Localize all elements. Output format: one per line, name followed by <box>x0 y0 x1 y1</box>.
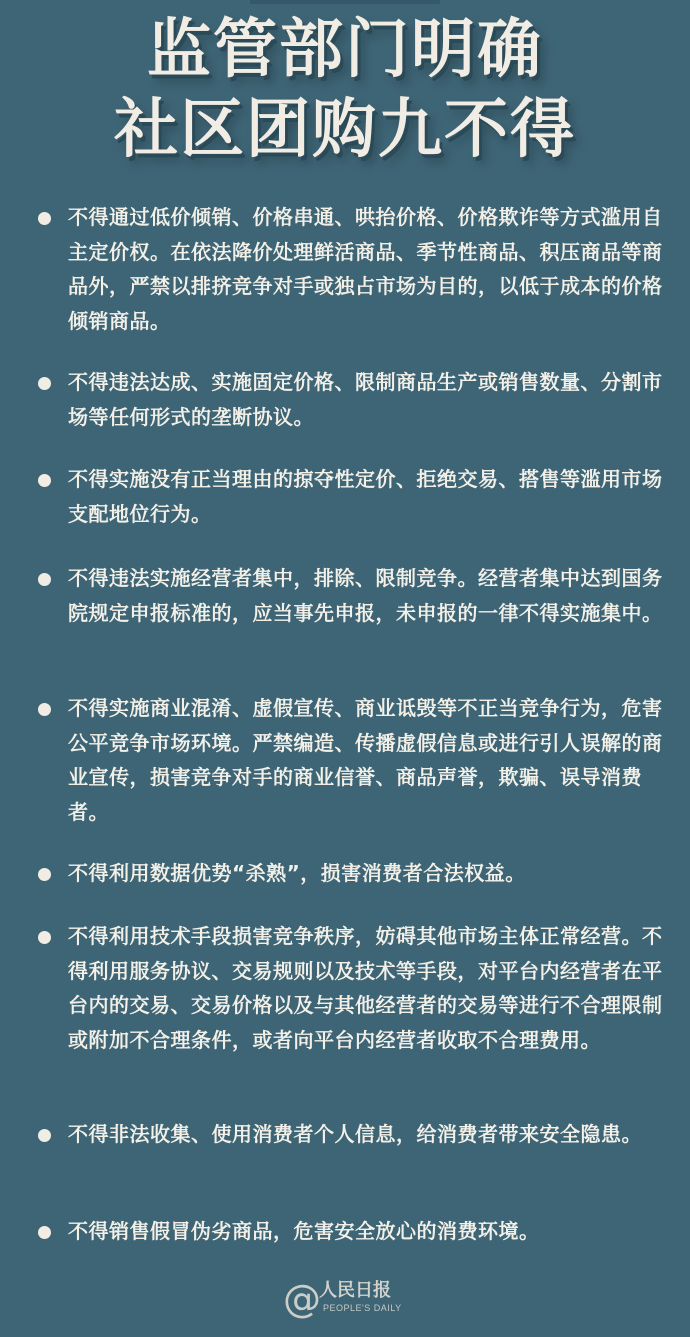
top-decoration-strip <box>250 0 440 4</box>
list-item-text: 不得利用技术手段损害竞争秩序，妨碍其他市场主体正常经营。不得利用服务协议、交易规则以及技术等手段，对平台内经营者在平台内的交易、交易价格以及与其他经营者的交易等进行不合理限制或附加不合理条件，或者向平台内经营者收取不合理费用。 <box>68 924 663 1052</box>
list-item-text: 不得违法达成、实施固定价格、限制商品生产或销售数量、分割市场等任何形式的垄断协议。 <box>68 370 663 429</box>
list-item-text: 不得通过低价倾销、价格串通、哄抬价格、价格欺诈等方式滥用自主定价权。在依法降价处理鲜活商品、季节性商品、积压商品等商品外，严禁以排挤竞争对手或独占市场为目的，以低于成本的价格倾销商品。 <box>68 205 663 333</box>
list-item-text: 不得实施没有正当理由的掠夺性定价、拒绝交易、搭售等滥用市场支配地位行为。 <box>68 467 663 526</box>
bullet-icon <box>38 212 51 225</box>
bullet-icon <box>38 931 51 944</box>
list-item-text: 不得非法收集、使用消费者个人信息，给消费者带来安全隐患。 <box>68 1122 642 1146</box>
list-item-text: 不得实施商业混淆、虚假宣传、商业诋毁等不正当竞争行为，危害公平竞争市场环境。严禁编造、传播虚假信息或进行引人误解的商业宣传，损害竞争对手的商业信誉、商品声誉，欺骗、误导消费者。 <box>68 696 663 824</box>
footer <box>0 1278 690 1323</box>
bullet-icon <box>38 1129 51 1142</box>
page-title <box>0 10 690 170</box>
list-item-text: 不得利用数据优势“杀熟”，损害消费者合法权益。 <box>68 861 526 885</box>
logo-subtitle: PEOPLE'S DAILY <box>323 1303 402 1313</box>
title-line-1: 监管部门明确 <box>147 13 543 87</box>
bullet-icon <box>38 868 51 881</box>
bullet-icon <box>38 573 51 586</box>
bullet-icon <box>38 1226 51 1239</box>
list-item-text: 不得销售假冒伪劣商品，危害安全放心的消费环境。 <box>68 1219 540 1243</box>
bullet-icon <box>38 474 51 487</box>
list-item-text: 不得违法实施经营者集中，排除、限制竞争。经营者集中达到国务院规定申报标准的，应当事先申报，未申报的一律不得实施集中。 <box>68 566 663 625</box>
bullet-icon <box>38 377 51 390</box>
at-symbol-icon: @ <box>283 1277 321 1321</box>
peoples-daily-logo <box>283 1278 413 1322</box>
logo-name: 人民日报 <box>319 1280 391 1301</box>
title-line-2: 社区团购九不得 <box>114 93 576 167</box>
bullet-icon <box>38 703 51 716</box>
